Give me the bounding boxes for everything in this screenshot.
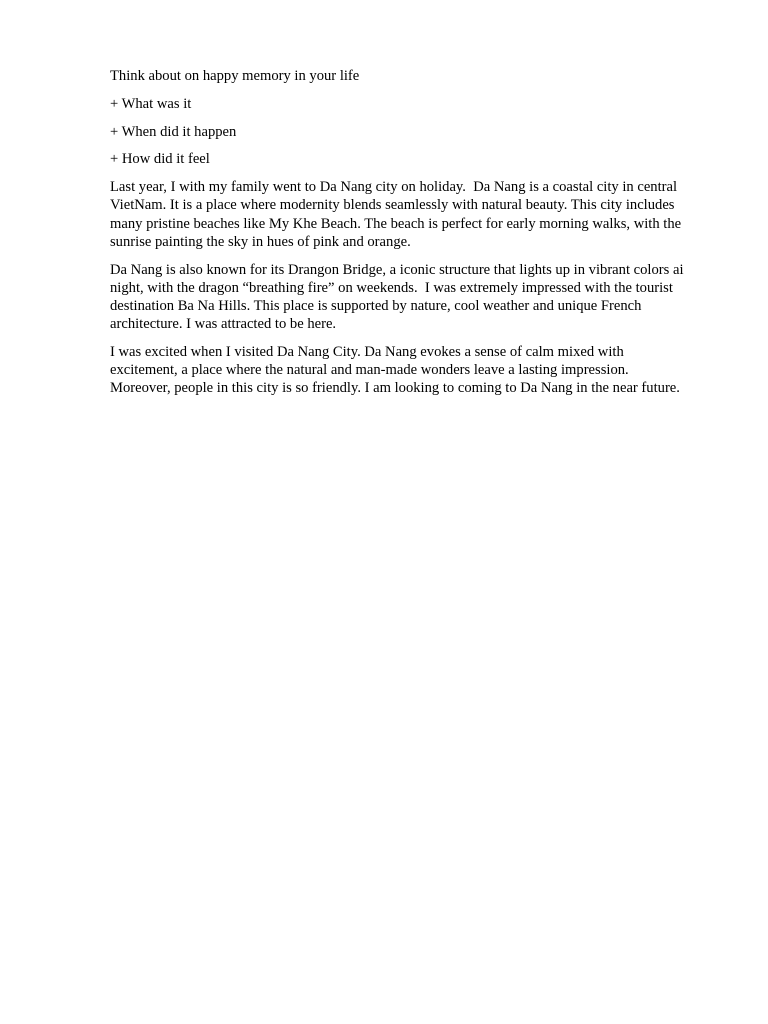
paragraph-dragon-bridge: Da Nang is also known for its Drangon Bridge, a iconic structure that lights up in vibrant colors ai night, with the dragon “breathing fire” on weekends. I was extremely impressed with the tourist destination Ba Na Hills. This place is supported by nature, cool weather and unique French architecture. I was attracted to be here. [110, 261, 688, 333]
bullet-when: + When did it happen [110, 123, 237, 140]
paragraph-feelings: I was excited when I visited Da Nang City. Da Nang evokes a sense of calm mixed with excitement, a place where the natural and man-made wonders leave a lasting impression. Moreover, people in this city is so friendly. I am looking to coming to Da Nang in the near future. [110, 344, 680, 397]
document-body [110, 67, 688, 407]
bullet-what: + What was it [110, 95, 192, 112]
paragraph-holiday: Last year, I with my family went to Da Nang city on holiday. Da Nang is a coastal city in central VietNam. It is a place where modernity blends seamlessly with natural beauty. This city includes many pristine beaches like My Khe Beach. The beach is perfect for early morning walks, with the sunrise painting the sky in hues of pink and orange. [110, 179, 685, 250]
bullet-how: + How did it feel [110, 151, 210, 168]
prompt-line: Think about on happy memory in your life [110, 68, 360, 84]
